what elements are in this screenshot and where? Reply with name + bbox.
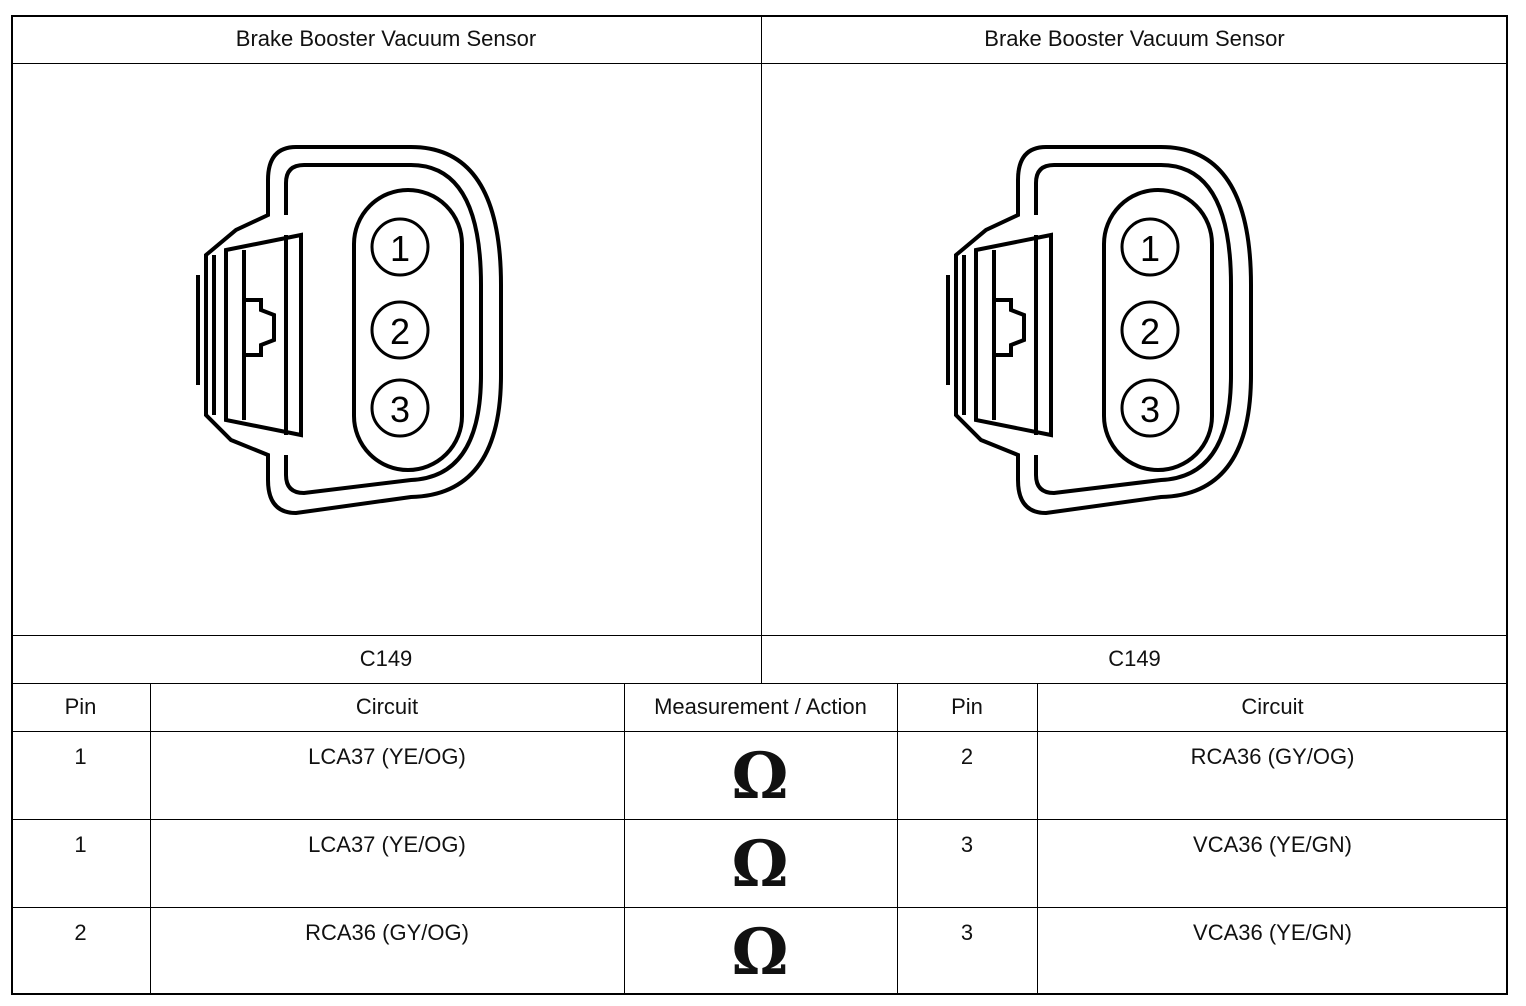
ohm-icon: Ω — [731, 915, 789, 990]
rule — [11, 907, 1508, 908]
pin-label: 3 — [389, 389, 411, 430]
connector-title-left: Brake Booster Vacuum Sensor — [235, 26, 537, 51]
rule — [11, 819, 1508, 820]
pin-label: 1 — [1139, 228, 1161, 269]
pin-label: 3 — [1139, 389, 1161, 430]
column-header-circuit-a: Circuit — [355, 694, 419, 719]
table-cell-pin-b: 3 — [960, 920, 974, 945]
table-cell-circuit-a: LCA37 (YE/OG) — [308, 744, 466, 769]
table-cell-circuit-b: VCA36 (YE/GN) — [1193, 920, 1352, 945]
rule — [761, 15, 762, 683]
table-cell-pin-a: 1 — [74, 832, 87, 857]
column-header-circuit-b: Circuit — [1241, 694, 1304, 719]
column-header-measurement: Measurement / Action — [654, 694, 867, 719]
pin-label: 2 — [1139, 311, 1161, 352]
rule — [11, 731, 1508, 732]
table-cell-pin-b: 3 — [960, 832, 974, 857]
connector-title-right: Brake Booster Vacuum Sensor — [984, 26, 1285, 51]
ohm-icon: Ω — [731, 739, 789, 814]
table-cell-circuit-a: RCA36 (GY/OG) — [305, 920, 469, 945]
table-cell-circuit-a: LCA37 (YE/OG) — [308, 832, 466, 857]
connector-diagram-left — [186, 135, 516, 525]
rule — [11, 63, 1508, 64]
table-cell-circuit-b: RCA36 (GY/OG) — [1190, 744, 1355, 769]
column-header-pin-a: Pin — [64, 694, 97, 719]
pin-label: 1 — [389, 228, 411, 269]
table-cell-pin-a: 2 — [74, 920, 87, 945]
connector-id-left: C149 — [359, 646, 413, 671]
pin-label: 2 — [389, 311, 411, 352]
connector-diagram-right — [936, 135, 1266, 525]
table-cell-pin-a: 1 — [74, 744, 87, 769]
connector-id-right: C149 — [1108, 646, 1161, 671]
column-header-pin-b: Pin — [951, 694, 983, 719]
table-cell-circuit-b: VCA36 (YE/GN) — [1193, 832, 1352, 857]
table-cell-pin-b: 2 — [960, 744, 974, 769]
ohm-icon: Ω — [731, 827, 789, 902]
